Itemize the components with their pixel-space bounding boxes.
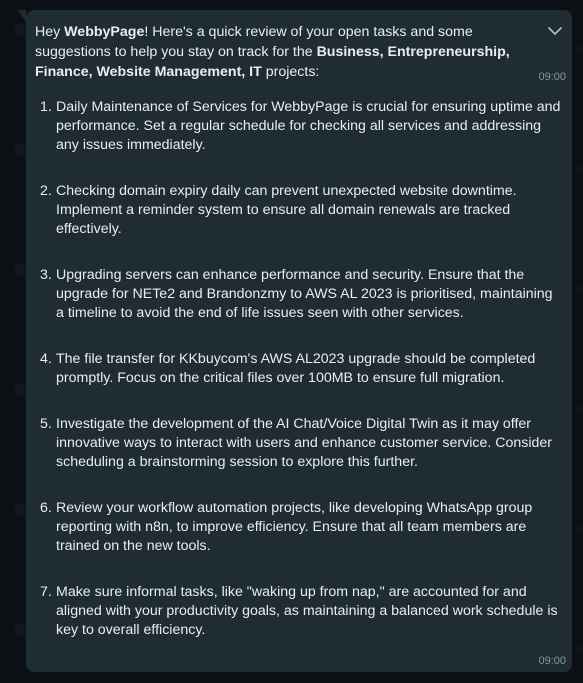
list-item xyxy=(36,583,562,640)
list-text: Upgrading servers can enhance performance and security. Ensure that the upgrade for NETe2 and Brandonzmy to AWS AL 2023 is prioritised, maintaining a timeline to avoid the end of life issues seen with other services. xyxy=(56,267,553,321)
list-text: Review your workflow automation projects, like developing WhatsApp group reporting with n8n, to improve efficiency. Ensure that all team members are trained on the new tools. xyxy=(56,500,533,554)
message-intro-text xyxy=(35,22,534,82)
greeting-prefix: Hey xyxy=(35,24,65,40)
list-item xyxy=(36,98,562,155)
list-item xyxy=(36,182,562,239)
message-bubble-intro[interactable] xyxy=(26,10,572,88)
list-number: 7. xyxy=(40,584,52,600)
list-text: Daily Maintenance of Services for WebbyPage is crucial for ensuring uptime and performance. Set a regular schedule for checking all services and addressing any issues immediately. xyxy=(56,99,561,153)
list-number: 1. xyxy=(40,99,52,115)
list-text: Make sure informal tasks, like "waking up from nap," are accounted for and aligned with your productivity goals, as maintaining a balanced work schedule is key to overall efficiency. xyxy=(56,584,558,638)
message-time: 09:00 xyxy=(538,71,566,83)
list-number: 2. xyxy=(40,183,52,199)
task-list xyxy=(36,98,562,640)
intro-ending: projects: xyxy=(261,64,320,80)
list-item xyxy=(36,350,562,388)
intro-text: ! Here's a quick review of your open tasks and some suggestions to help you stay on track for the xyxy=(35,24,473,60)
list-number: 3. xyxy=(40,267,52,283)
list-item xyxy=(36,499,562,556)
list-text: The file transfer for KKbuycom's AWS AL2023 upgrade should be completed promptly. Focus on the critical files over 100MB to ensure full migration. xyxy=(56,351,536,386)
list-number: 4. xyxy=(40,351,52,367)
project-list: Business, Entrepreneurship, Finance, Website Management, IT xyxy=(35,44,510,80)
message-bubble-tasks[interactable] xyxy=(26,88,572,672)
user-name: WebbyPage xyxy=(64,24,145,40)
list-item xyxy=(36,266,562,323)
list-text: Investigate the development of the AI Chat/Voice Digital Twin as it may offer innovative ways to interact with users and enhance customer service. Consider scheduling a brainstorming session to explore this further. xyxy=(56,416,553,470)
list-text: Checking domain expiry daily can prevent unexpected website downtime. Implement a reminder system to ensure all domain renewals are tracked effectively. xyxy=(56,183,517,237)
list-item xyxy=(36,415,562,472)
list-number: 5. xyxy=(40,416,52,432)
chevron-down-icon[interactable] xyxy=(546,24,564,38)
message-time: 09:00 xyxy=(538,655,566,667)
list-number: 6. xyxy=(40,500,52,516)
